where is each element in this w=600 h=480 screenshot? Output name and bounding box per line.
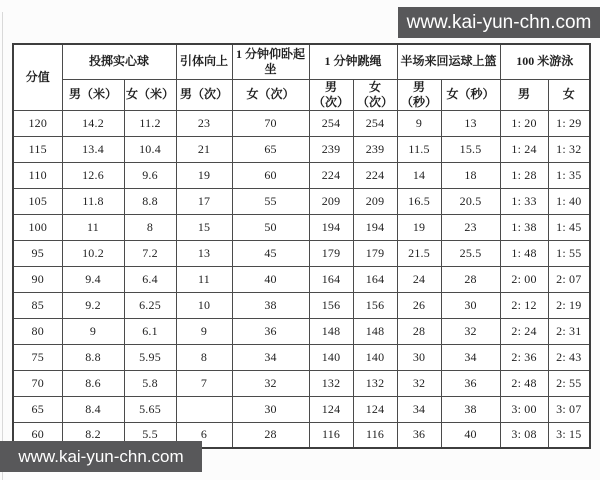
value-cell: 209 bbox=[309, 188, 353, 214]
header-sit-ups: 1 分钟仰卧起坐 bbox=[232, 44, 309, 79]
value-cell: 3: 00 bbox=[500, 396, 548, 422]
value-cell: 179 bbox=[309, 240, 353, 266]
value-cell: 36 bbox=[441, 370, 500, 396]
table-row bbox=[13, 292, 590, 318]
value-cell: 12.6 bbox=[62, 162, 124, 188]
table-row bbox=[13, 110, 590, 136]
value-cell: 8.8 bbox=[124, 188, 176, 214]
value-cell: 1: 33 bbox=[500, 188, 548, 214]
table-row bbox=[13, 240, 590, 266]
table-row bbox=[13, 162, 590, 188]
value-cell: 132 bbox=[353, 370, 397, 396]
value-cell: 10.4 bbox=[124, 136, 176, 162]
value-cell: 24 bbox=[397, 266, 441, 292]
value-cell: 5.95 bbox=[124, 344, 176, 370]
value-cell: 2: 12 bbox=[500, 292, 548, 318]
value-cell: 9 bbox=[397, 110, 441, 136]
value-cell: 30 bbox=[232, 396, 309, 422]
value-cell: 224 bbox=[353, 162, 397, 188]
value-cell: 23 bbox=[441, 214, 500, 240]
value-cell: 1: 35 bbox=[548, 162, 590, 188]
value-cell: 10 bbox=[176, 292, 232, 318]
value-cell: 6.1 bbox=[124, 318, 176, 344]
value-cell: 164 bbox=[309, 266, 353, 292]
value-cell: 124 bbox=[309, 396, 353, 422]
value-cell: 2: 43 bbox=[548, 344, 590, 370]
subheader-ball-female-meters: 女（米） bbox=[124, 79, 176, 110]
value-cell: 16.5 bbox=[397, 188, 441, 214]
value-cell: 26 bbox=[397, 292, 441, 318]
header-solid-ball-throw: 投掷实心球 bbox=[62, 44, 176, 79]
value-cell: 19 bbox=[397, 214, 441, 240]
value-cell: 140 bbox=[353, 344, 397, 370]
value-cell: 239 bbox=[353, 136, 397, 162]
value-cell: 8.6 bbox=[62, 370, 124, 396]
value-cell: 5.8 bbox=[124, 370, 176, 396]
value-cell: 2: 36 bbox=[500, 344, 548, 370]
value-cell: 40 bbox=[232, 266, 309, 292]
value-cell: 50 bbox=[232, 214, 309, 240]
score-cell: 105 bbox=[13, 188, 62, 214]
value-cell: 1: 24 bbox=[500, 136, 548, 162]
value-cell: 1: 40 bbox=[548, 188, 590, 214]
value-cell: 254 bbox=[309, 110, 353, 136]
value-cell: 11.8 bbox=[62, 188, 124, 214]
value-cell: 2: 00 bbox=[500, 266, 548, 292]
value-cell: 194 bbox=[309, 214, 353, 240]
score-cell: 115 bbox=[13, 136, 62, 162]
header-dribble-layup: 半场来回运球上篮 bbox=[397, 44, 500, 79]
value-cell: 1: 32 bbox=[548, 136, 590, 162]
value-cell: 1: 48 bbox=[500, 240, 548, 266]
table-row bbox=[13, 396, 590, 422]
value-cell: 65 bbox=[232, 136, 309, 162]
value-cell: 3: 07 bbox=[548, 396, 590, 422]
table-row bbox=[13, 344, 590, 370]
value-cell: 9 bbox=[176, 318, 232, 344]
subheader-layup-male-seconds: 男（秒） bbox=[397, 79, 441, 110]
value-cell: 28 bbox=[397, 318, 441, 344]
value-cell: 1: 28 bbox=[500, 162, 548, 188]
value-cell: 36 bbox=[232, 318, 309, 344]
value-cell: 32 bbox=[441, 318, 500, 344]
score-cell: 70 bbox=[13, 370, 62, 396]
value-cell: 38 bbox=[441, 396, 500, 422]
subheader-ball-male-meters: 男（米） bbox=[62, 79, 124, 110]
value-cell: 60 bbox=[232, 162, 309, 188]
value-cell: 14.2 bbox=[62, 110, 124, 136]
value-cell: 21.5 bbox=[397, 240, 441, 266]
value-cell: 2: 07 bbox=[548, 266, 590, 292]
value-cell: 11.2 bbox=[124, 110, 176, 136]
value-cell: 11.5 bbox=[397, 136, 441, 162]
value-cell: 2: 24 bbox=[500, 318, 548, 344]
value-cell: 116 bbox=[309, 422, 353, 448]
score-cell: 80 bbox=[13, 318, 62, 344]
value-cell: 254 bbox=[353, 110, 397, 136]
subheader-rope-male-reps: 男（次） bbox=[309, 79, 353, 110]
value-cell: 224 bbox=[309, 162, 353, 188]
value-cell: 21 bbox=[176, 136, 232, 162]
subheader-swim-male: 男 bbox=[500, 79, 548, 110]
table-row bbox=[13, 136, 590, 162]
header-pull-ups: 引体向上 bbox=[176, 44, 232, 79]
table-row bbox=[13, 370, 590, 396]
value-cell: 55 bbox=[232, 188, 309, 214]
value-cell: 8.4 bbox=[62, 396, 124, 422]
value-cell: 15.5 bbox=[441, 136, 500, 162]
value-cell: 34 bbox=[232, 344, 309, 370]
value-cell bbox=[176, 396, 232, 422]
score-cell: 100 bbox=[13, 214, 62, 240]
score-cell: 85 bbox=[13, 292, 62, 318]
value-cell: 40 bbox=[441, 422, 500, 448]
table-row bbox=[13, 188, 590, 214]
value-cell: 7.2 bbox=[124, 240, 176, 266]
watermark-bottom: www.kai-yun-chn.com bbox=[0, 441, 202, 472]
header-group-row bbox=[13, 44, 590, 79]
value-cell: 30 bbox=[441, 292, 500, 318]
value-cell: 148 bbox=[309, 318, 353, 344]
value-cell: 28 bbox=[441, 266, 500, 292]
value-cell: 32 bbox=[397, 370, 441, 396]
value-cell: 13 bbox=[176, 240, 232, 266]
score-cell: 110 bbox=[13, 162, 62, 188]
value-cell: 28 bbox=[232, 422, 309, 448]
value-cell: 5.65 bbox=[124, 396, 176, 422]
table-row bbox=[13, 318, 590, 344]
value-cell: 140 bbox=[309, 344, 353, 370]
subheader-situps-female-reps: 女（次） bbox=[232, 79, 309, 110]
value-cell: 2: 19 bbox=[548, 292, 590, 318]
value-cell: 2: 55 bbox=[548, 370, 590, 396]
score-cell: 65 bbox=[13, 396, 62, 422]
pe-score-table bbox=[12, 43, 591, 449]
subheader-rope-female-reps: 女（次） bbox=[353, 79, 397, 110]
value-cell: 17 bbox=[176, 188, 232, 214]
value-cell: 8.2 bbox=[62, 422, 124, 448]
value-cell: 194 bbox=[353, 214, 397, 240]
value-cell: 2: 48 bbox=[500, 370, 548, 396]
subheader-layup-female-seconds: 女（秒） bbox=[441, 79, 500, 110]
value-cell: 9.4 bbox=[62, 266, 124, 292]
value-cell: 116 bbox=[353, 422, 397, 448]
value-cell: 9.6 bbox=[124, 162, 176, 188]
table-row bbox=[13, 266, 590, 292]
value-cell: 9.2 bbox=[62, 292, 124, 318]
value-cell: 10.2 bbox=[62, 240, 124, 266]
header-sub-row bbox=[13, 79, 590, 110]
value-cell: 2: 31 bbox=[548, 318, 590, 344]
value-cell: 32 bbox=[232, 370, 309, 396]
value-cell: 8 bbox=[176, 344, 232, 370]
value-cell: 30 bbox=[397, 344, 441, 370]
score-cell: 120 bbox=[13, 110, 62, 136]
value-cell: 11 bbox=[176, 266, 232, 292]
subheader-pullups-male-reps: 男（次） bbox=[176, 79, 232, 110]
value-cell: 3: 08 bbox=[500, 422, 548, 448]
value-cell: 239 bbox=[309, 136, 353, 162]
value-cell: 8 bbox=[124, 214, 176, 240]
value-cell: 20.5 bbox=[441, 188, 500, 214]
value-cell: 34 bbox=[441, 344, 500, 370]
value-cell: 34 bbox=[397, 396, 441, 422]
value-cell: 23 bbox=[176, 110, 232, 136]
score-cell: 60 bbox=[13, 422, 62, 448]
value-cell: 36 bbox=[397, 422, 441, 448]
table-body bbox=[13, 110, 590, 448]
value-cell: 156 bbox=[353, 292, 397, 318]
value-cell: 1: 20 bbox=[500, 110, 548, 136]
value-cell: 13.4 bbox=[62, 136, 124, 162]
watermark-top: www.kai-yun-chn.com bbox=[398, 7, 600, 38]
value-cell: 3: 15 bbox=[548, 422, 590, 448]
value-cell: 9 bbox=[62, 318, 124, 344]
subheader-swim-female: 女 bbox=[548, 79, 590, 110]
value-cell: 6.25 bbox=[124, 292, 176, 318]
value-cell: 5.5 bbox=[124, 422, 176, 448]
value-cell: 164 bbox=[353, 266, 397, 292]
value-cell: 14 bbox=[397, 162, 441, 188]
header-score: 分值 bbox=[13, 44, 62, 110]
value-cell: 7 bbox=[176, 370, 232, 396]
value-cell: 156 bbox=[309, 292, 353, 318]
header-rope-skipping: 1 分钟跳绳 bbox=[309, 44, 397, 79]
value-cell: 19 bbox=[176, 162, 232, 188]
value-cell: 1: 38 bbox=[500, 214, 548, 240]
value-cell: 18 bbox=[441, 162, 500, 188]
value-cell: 209 bbox=[353, 188, 397, 214]
score-cell: 75 bbox=[13, 344, 62, 370]
table-row bbox=[13, 214, 590, 240]
header-swimming: 100 米游泳 bbox=[500, 44, 590, 79]
value-cell: 1: 55 bbox=[548, 240, 590, 266]
value-cell: 11 bbox=[62, 214, 124, 240]
value-cell: 179 bbox=[353, 240, 397, 266]
page-edge-line bbox=[2, 12, 3, 480]
value-cell: 45 bbox=[232, 240, 309, 266]
value-cell: 8.8 bbox=[62, 344, 124, 370]
value-cell: 1: 45 bbox=[548, 214, 590, 240]
score-cell: 90 bbox=[13, 266, 62, 292]
value-cell: 6.4 bbox=[124, 266, 176, 292]
value-cell: 70 bbox=[232, 110, 309, 136]
score-cell: 95 bbox=[13, 240, 62, 266]
value-cell: 6 bbox=[176, 422, 232, 448]
value-cell: 124 bbox=[353, 396, 397, 422]
value-cell: 38 bbox=[232, 292, 309, 318]
value-cell: 132 bbox=[309, 370, 353, 396]
value-cell: 13 bbox=[441, 110, 500, 136]
value-cell: 148 bbox=[353, 318, 397, 344]
value-cell: 15 bbox=[176, 214, 232, 240]
value-cell: 1: 29 bbox=[548, 110, 590, 136]
value-cell: 25.5 bbox=[441, 240, 500, 266]
